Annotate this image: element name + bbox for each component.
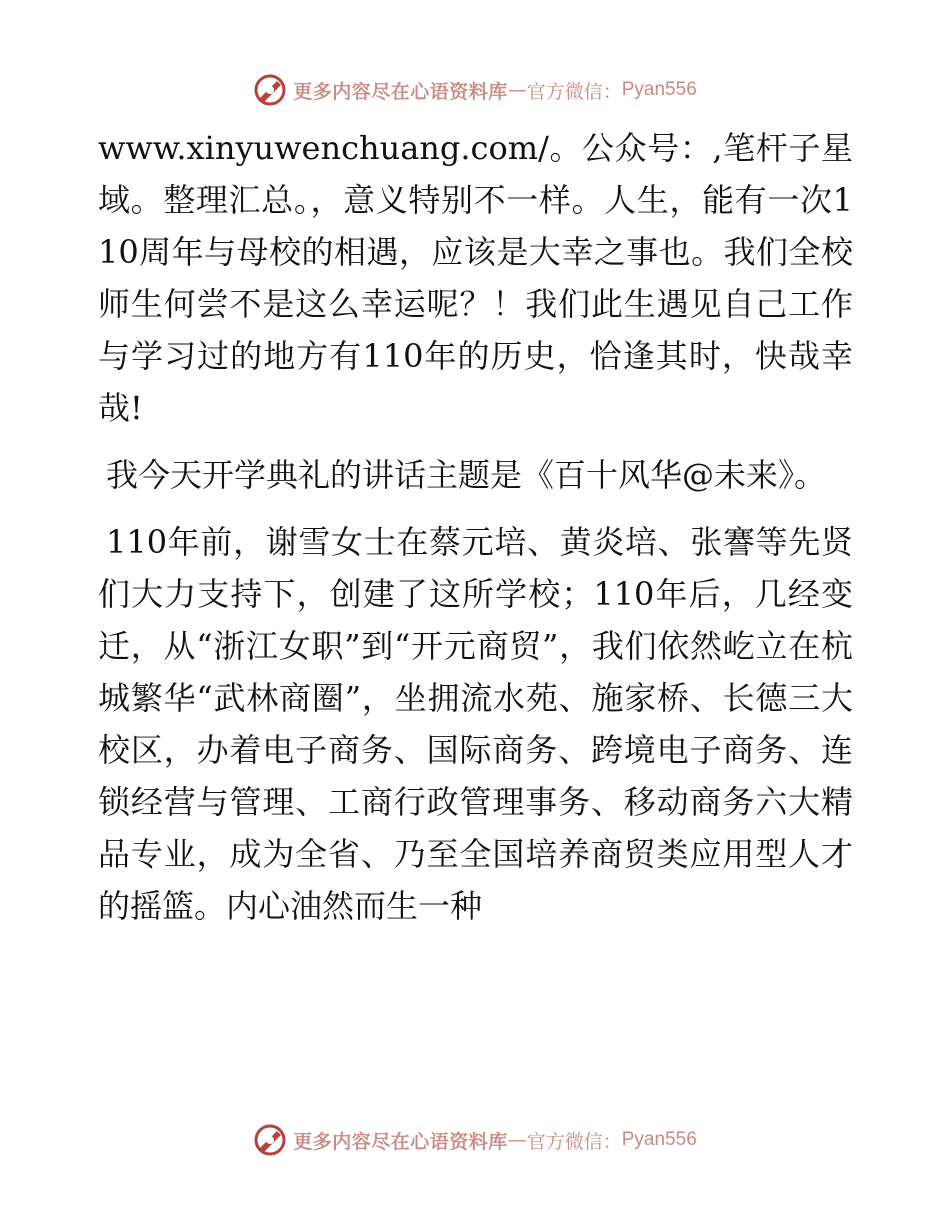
- header-banner: [0, 70, 950, 110]
- footer-banner: [0, 1120, 950, 1160]
- header-wechat-label: 官方微信：: [526, 80, 622, 103]
- header-separator: —: [507, 79, 527, 101]
- paragraph-2: 我今天开学典礼的讲话主题是《百十风华@未来》。: [106, 456, 827, 494]
- footer-site-text: 更多内容尽在心语资料库: [293, 1130, 508, 1153]
- header-wechat-id: Pyan556: [621, 79, 697, 100]
- document-body: [98, 122, 853, 947]
- pen-logo-icon: [253, 73, 287, 107]
- header-site-text: 更多内容尽在心语资料库: [293, 80, 508, 103]
- footer-separator: —: [507, 1129, 527, 1151]
- footer-wechat-label: 官方微信：: [526, 1130, 622, 1153]
- paragraph-3: 110年前，谢雪女士在蔡元培、黄炎培、张謇等先贤们大力支持下，创建了这所学校；110年后，几经变迁，从“浙江女职”到“开元商贸”，我们依然屹立在杭城繁华“武林商圈”，坐拥流水苑、施家桥、长德三大校区，办着电子商务、国际商务、跨境电子商务、连锁经营与管理、工商行政管理事务、移动商务六大精品专业，成为全省、乃至全国培养商贸类应用型人才的摇篮。内心油然而生一种: [98, 523, 853, 925]
- pen-logo-icon: [253, 1123, 287, 1157]
- footer-wechat-id: Pyan556: [621, 1129, 697, 1150]
- paragraph-1: www.xinyuwenchuang.com/。公众号：,笔杆子星域。整理汇总。，意义特别不一样。人生，能有一次110周年与母校的相遇，应该是大幸之事也。我们全校师生何尝不是这么幸运呢？！我们此生遇见自己工作与学习过的地方有110年的历史，恰逢其时，快哉幸哉!: [98, 129, 853, 427]
